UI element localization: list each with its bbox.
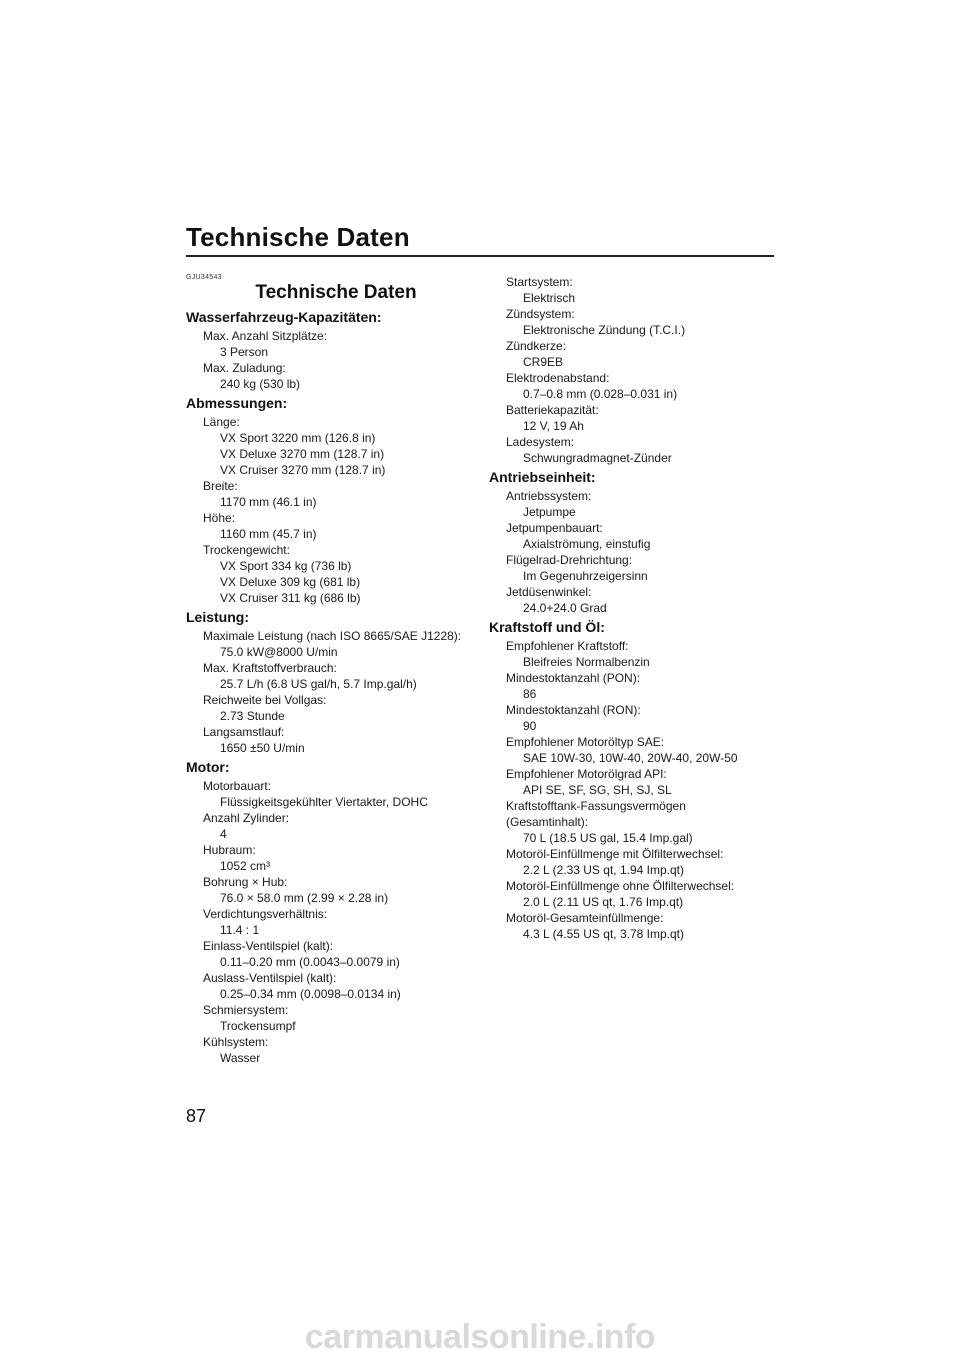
page-title: Technische Daten	[186, 222, 410, 252]
spec-value: Flüssigkeitsgekühlter Viertakter, DOHC	[220, 795, 428, 809]
spec-value: 4	[220, 827, 227, 841]
spec-value: 0.11–0.20 mm (0.0043–0.0079 in)	[220, 955, 400, 969]
spec-label: Flügelrad-Drehrichtung:	[506, 553, 633, 567]
spec-value: 70 L (18.5 US gal, 15.4 Imp.gal)	[523, 831, 693, 845]
spec-label: Einlass-Ventilspiel (kalt):	[203, 939, 334, 953]
spec-label: Empfohlener Motoröltyp SAE:	[506, 735, 665, 749]
spec-label: Zündsystem:	[506, 307, 575, 321]
spec-label: Max. Anzahl Sitzplätze:	[203, 329, 328, 343]
spec-label: Empfohlener Kraftstoff:	[506, 639, 629, 653]
spec-label: Mindestoktanzahl (PON):	[506, 671, 641, 685]
spec-label: Antriebssystem:	[506, 489, 592, 503]
spec-label: Motoröl-Gesamteinfüllmenge:	[506, 911, 664, 925]
spec-value: Elektronische Zündung (T.C.I.)	[523, 323, 686, 337]
left-column	[186, 274, 486, 1066]
spec-value: Axialströmung, einstufig	[523, 537, 651, 551]
spec-value: API SE, SF, SG, SH, SJ, SL	[523, 783, 672, 797]
spec-label: Jetdüsenwinkel:	[506, 585, 592, 599]
spec-value: 25.7 L/h (6.8 US gal/h, 5.7 Imp.gal/h)	[220, 677, 417, 691]
spec-category: Kraftstoff und Öl:	[489, 619, 605, 635]
spec-label: Max. Zuladung:	[203, 361, 286, 375]
spec-label: Auslass-Ventilspiel (kalt):	[203, 971, 337, 985]
spec-value: Wasser	[220, 1051, 261, 1065]
spec-value: 1170 mm (46.1 in)	[220, 495, 317, 509]
section-title: Technische Daten	[255, 282, 417, 303]
spec-label: (Gesamtinhalt):	[506, 815, 589, 829]
spec-category: Abmessungen:	[186, 395, 288, 411]
spec-label: Maximale Leistung (nach ISO 8665/SAE J1228):	[203, 629, 462, 643]
spec-label: Ladesystem:	[506, 435, 575, 449]
spec-value: 2.2 L (2.33 US qt, 1.94 Imp.qt)	[523, 863, 684, 877]
spec-value: 1052 cm³	[220, 859, 271, 873]
spec-label: Motorbauart:	[203, 779, 272, 793]
spec-value: VX Cruiser 311 kg (686 lb)	[220, 591, 361, 605]
left-spec-list	[186, 308, 486, 1066]
spec-value: 0.25–0.34 mm (0.0098–0.0134 in)	[220, 987, 401, 1001]
spec-value: 86	[523, 687, 537, 701]
spec-value: 4.3 L (4.55 US qt, 3.78 Imp.qt)	[523, 927, 684, 941]
spec-category: Motor:	[186, 759, 230, 775]
spec-label: Anzahl Zylinder:	[203, 811, 290, 825]
spec-label: Motoröl-Einfüllmenge ohne Ölfilterwechsel:	[506, 879, 735, 893]
spec-value: Im Gegenuhrzeigersinn	[523, 569, 648, 583]
spec-label: Elektrodenabstand:	[506, 371, 610, 385]
spec-label: Schmiersystem:	[203, 1003, 289, 1017]
watermark: carmanualsonline.info	[304, 1318, 656, 1356]
document-code: GJU34543	[186, 274, 222, 281]
spec-value: Bleifreies Normalbenzin	[523, 655, 650, 669]
spec-value: Elektrisch	[523, 291, 576, 305]
spec-value: 11.4 : 1	[220, 923, 260, 937]
spec-label: Empfohlener Motorölgrad API:	[506, 767, 667, 781]
page-header	[186, 222, 774, 257]
spec-label: Kühlsystem:	[203, 1035, 269, 1049]
spec-label: Kraftstofftank-Fassungsvermögen	[506, 799, 686, 813]
spec-value: 12 V, 19 Ah	[523, 419, 584, 433]
spec-label: Breite:	[203, 479, 238, 493]
spec-label: Batteriekapazität:	[506, 403, 599, 417]
spec-label: Startsystem:	[506, 275, 573, 289]
spec-value: VX Cruiser 3270 mm (128.7 in)	[220, 463, 386, 477]
right-column	[489, 274, 779, 942]
spec-value: 90	[523, 719, 537, 733]
spec-value: 24.0+24.0 Grad	[523, 601, 607, 615]
spec-label: Hubraum:	[203, 843, 256, 857]
spec-value: 75.0 kW@8000 U/min	[220, 645, 338, 659]
spec-value: VX Deluxe 3270 mm (128.7 in)	[220, 447, 385, 461]
spec-value: CR9EB	[523, 355, 564, 369]
spec-label: Max. Kraftstoffverbrauch:	[203, 661, 337, 675]
spec-value: Schwungradmagnet-Zünder	[523, 451, 672, 465]
spec-category: Leistung:	[186, 609, 249, 625]
spec-value: Jetpumpe	[523, 505, 576, 519]
spec-value: 2.73 Stunde	[220, 709, 285, 723]
spec-label: Mindestoktanzahl (RON):	[506, 703, 641, 717]
spec-value: Trockensumpf	[220, 1019, 296, 1033]
spec-value: 76.0 × 58.0 mm (2.99 × 2.28 in)	[220, 891, 389, 905]
page-number: 87	[186, 1106, 207, 1126]
spec-label: Trockengewicht:	[203, 543, 290, 557]
spec-value: 3 Person	[220, 345, 269, 359]
right-spec-list	[489, 274, 779, 942]
spec-value: 0.7–0.8 mm (0.028–0.031 in)	[523, 387, 678, 401]
spec-category: Antriebseinheit:	[489, 469, 596, 485]
spec-label: Bohrung × Hub:	[203, 875, 288, 889]
spec-value: SAE 10W-30, 10W-40, 20W-40, 20W-50	[523, 751, 738, 765]
spec-value: VX Sport 3220 mm (126.8 in)	[220, 431, 376, 445]
spec-value: VX Sport 334 kg (736 lb)	[220, 559, 352, 573]
spec-label: Länge:	[203, 415, 240, 429]
spec-label: Verdichtungsverhältnis:	[203, 907, 328, 921]
spec-value: 1650 ±50 U/min	[220, 741, 305, 755]
spec-value: 240 kg (530 lb)	[220, 377, 301, 391]
spec-category: Wasserfahrzeug-Kapazitäten:	[186, 309, 382, 325]
spec-label: Zündkerze:	[506, 339, 567, 353]
spec-value: VX Deluxe 309 kg (681 lb)	[220, 575, 361, 589]
spec-value: 2.0 L (2.11 US qt, 1.76 Imp.qt)	[523, 895, 684, 909]
spec-label: Motoröl-Einfüllmenge mit Ölfilterwechsel:	[506, 847, 724, 861]
spec-label: Reichweite bei Vollgas:	[203, 693, 327, 707]
spec-value: 1160 mm (45.7 in)	[220, 527, 317, 541]
spec-label: Höhe:	[203, 511, 236, 525]
spec-label: Jetpumpenbauart:	[506, 521, 603, 535]
spec-label: Langsamstlauf:	[203, 725, 285, 739]
